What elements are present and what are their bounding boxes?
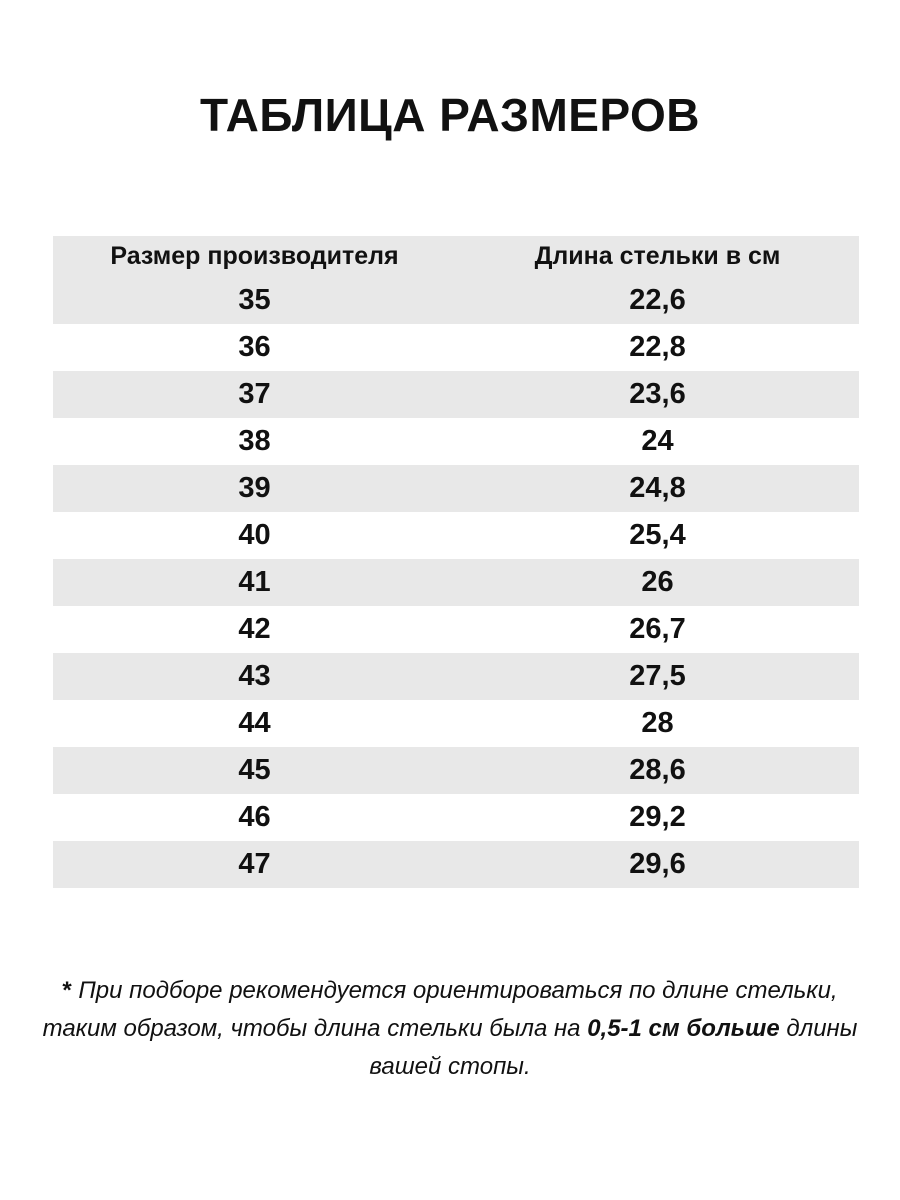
manufacturer-size-cell: 38 <box>53 418 456 465</box>
table-row <box>53 277 859 324</box>
insole-length-cell: 27,5 <box>456 653 859 700</box>
manufacturer-size-cell: 37 <box>53 371 456 418</box>
insole-length-cell: 22,6 <box>456 277 859 324</box>
header-manufacturer-size: Размер производителя <box>53 236 456 277</box>
fitting-note <box>40 972 860 1086</box>
insole-length-cell: 25,4 <box>456 512 859 559</box>
insole-length-cell: 29,6 <box>456 841 859 888</box>
table-row <box>53 371 859 418</box>
manufacturer-size-cell: 43 <box>53 653 456 700</box>
insole-length-cell: 28 <box>456 700 859 747</box>
table-row <box>53 418 859 465</box>
insole-length-cell: 29,2 <box>456 794 859 841</box>
table-row <box>53 465 859 512</box>
table-row <box>53 700 859 747</box>
manufacturer-size-cell: 35 <box>53 277 456 324</box>
table-row <box>53 794 859 841</box>
note-asterisk: * <box>62 977 72 1004</box>
insole-length-cell: 24,8 <box>456 465 859 512</box>
table-row <box>53 653 859 700</box>
insole-length-cell: 26,7 <box>456 606 859 653</box>
manufacturer-size-cell: 41 <box>53 559 456 606</box>
table-body <box>53 277 859 888</box>
insole-length-cell: 23,6 <box>456 371 859 418</box>
insole-length-cell: 24 <box>456 418 859 465</box>
insole-length-cell: 28,6 <box>456 747 859 794</box>
manufacturer-size-cell: 40 <box>53 512 456 559</box>
manufacturer-size-cell: 36 <box>53 324 456 371</box>
insole-length-cell: 26 <box>456 559 859 606</box>
manufacturer-size-cell: 39 <box>53 465 456 512</box>
manufacturer-size-cell: 47 <box>53 841 456 888</box>
size-table <box>53 236 859 888</box>
manufacturer-size-cell: 42 <box>53 606 456 653</box>
insole-length-cell: 22,8 <box>456 324 859 371</box>
note-text-before: При подборе рекомендуется ориентироваться по длине стельки, таким образом, чтобы длина стельки была на <box>42 977 838 1042</box>
table-row <box>53 841 859 888</box>
note-text-after: длины вашей стопы. <box>369 1015 858 1080</box>
manufacturer-size-cell: 46 <box>53 794 456 841</box>
table-header-row <box>53 236 859 277</box>
table-row <box>53 747 859 794</box>
header-insole-length: Длина стельки в см <box>456 236 859 277</box>
manufacturer-size-cell: 45 <box>53 747 456 794</box>
page-title: ТАБЛИЦА РАЗМЕРОВ <box>199 89 701 141</box>
note-emphasis: 0,5-1 см больше <box>587 1015 780 1042</box>
table-row <box>53 559 859 606</box>
table-row <box>53 324 859 371</box>
table-row <box>53 512 859 559</box>
manufacturer-size-cell: 44 <box>53 700 456 747</box>
table-row <box>53 606 859 653</box>
